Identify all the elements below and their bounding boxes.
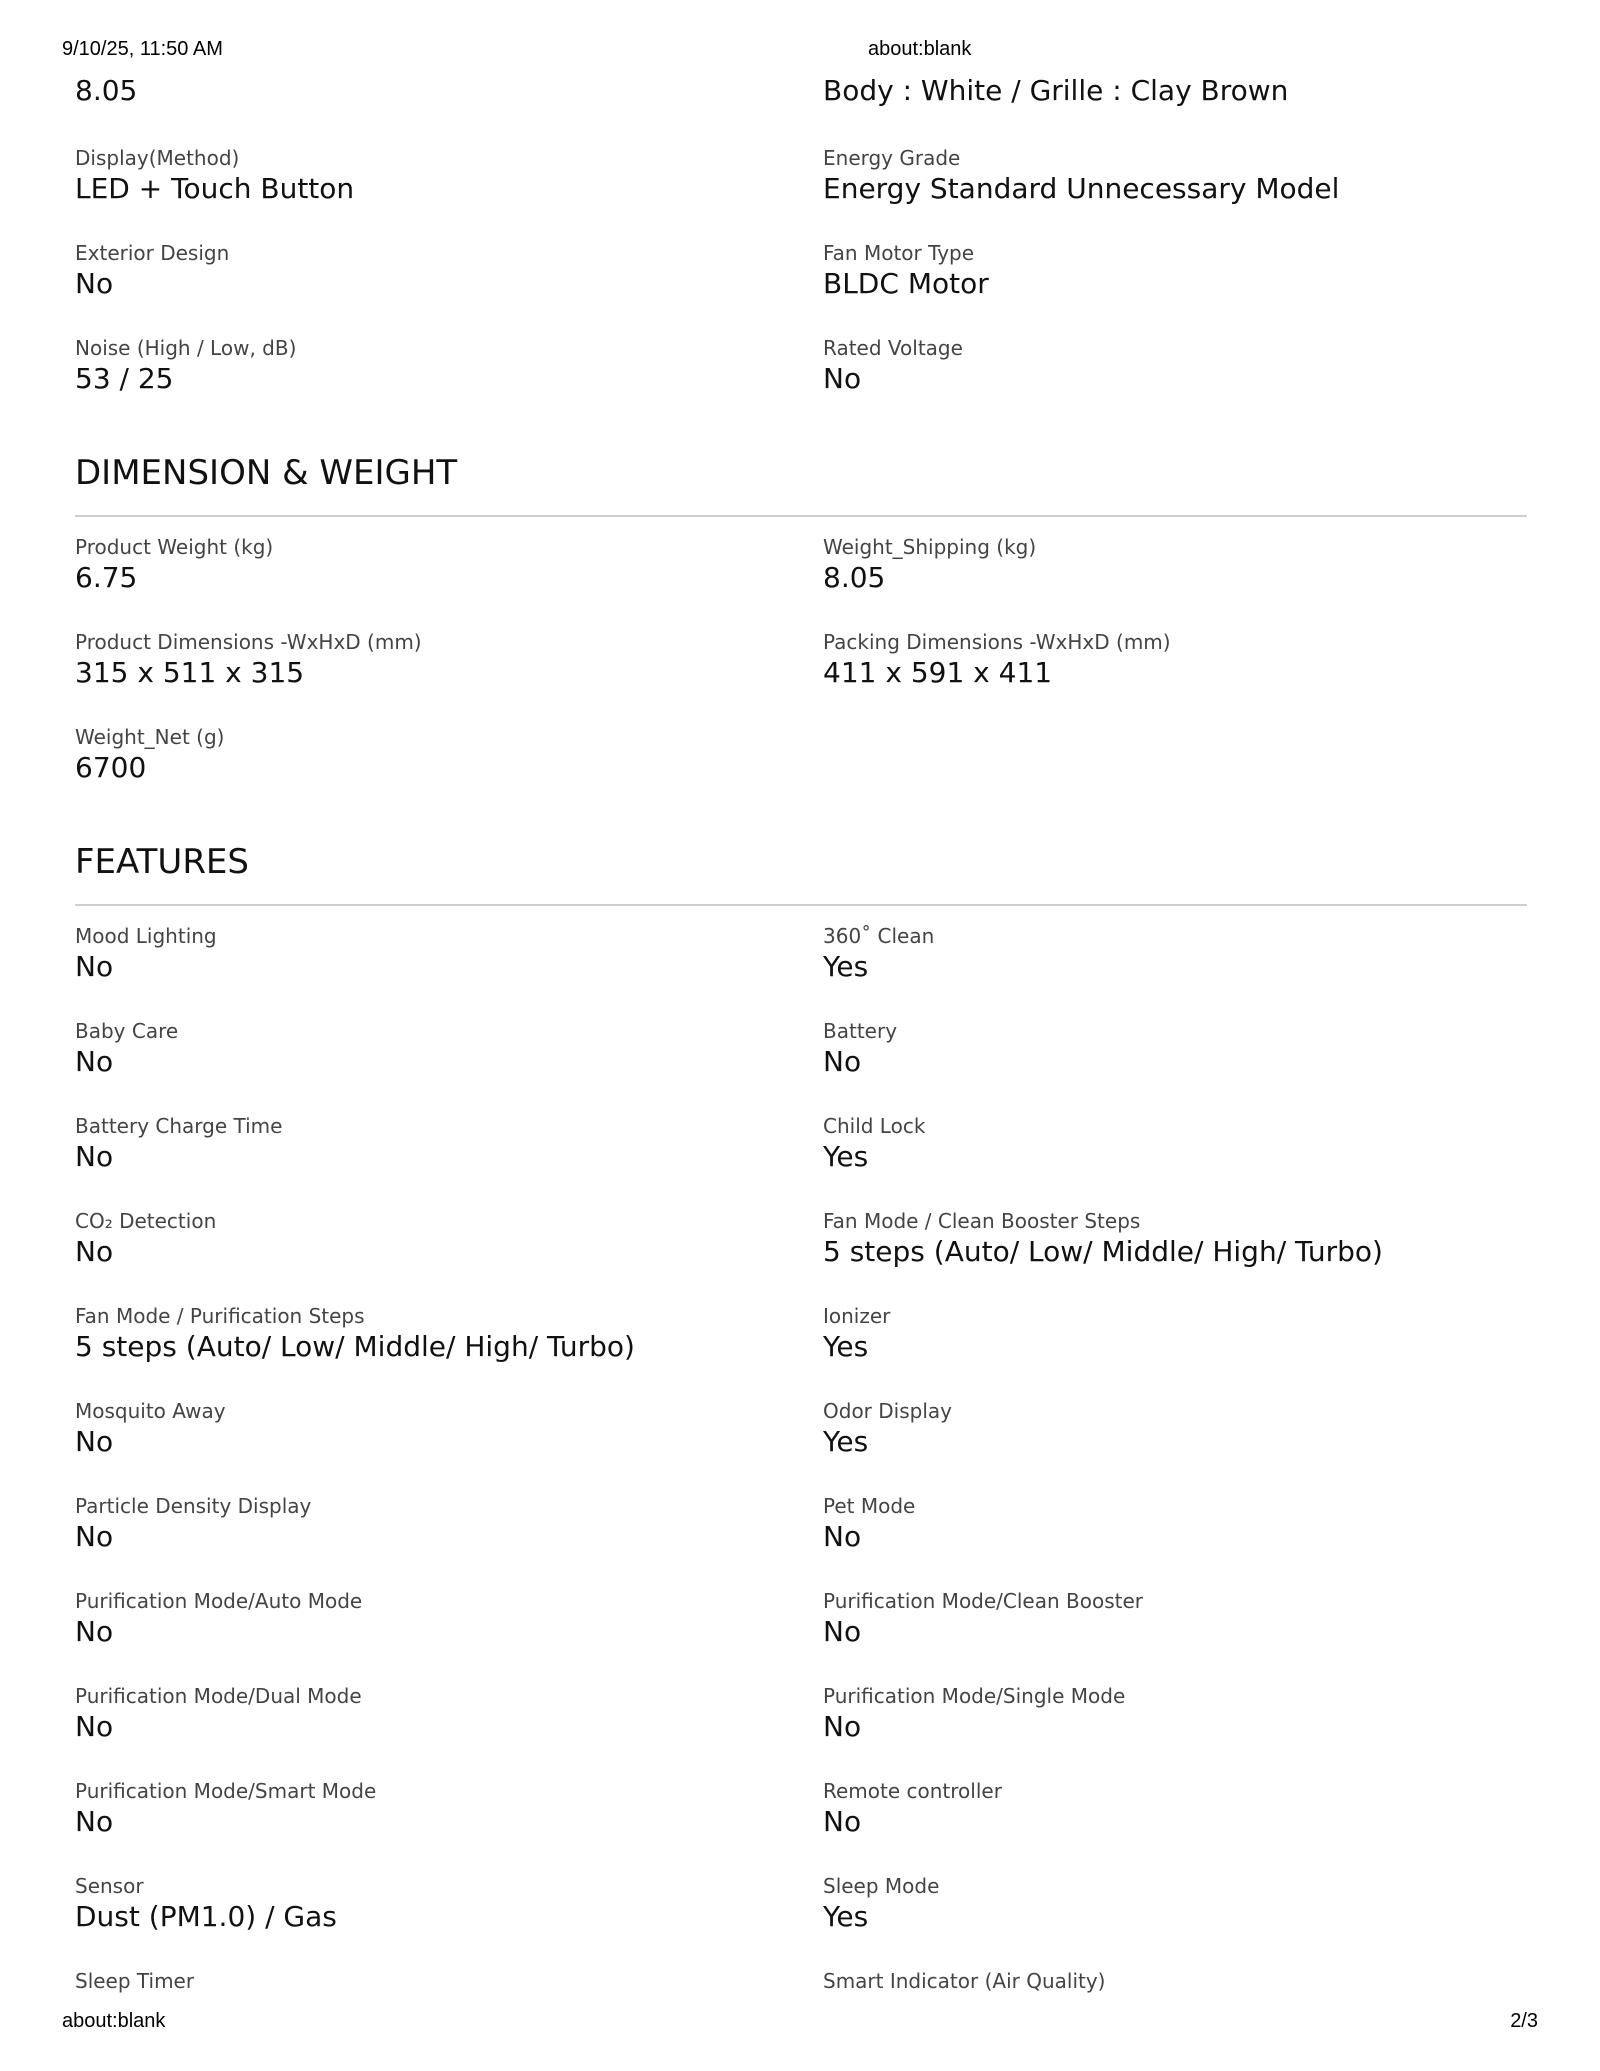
spec-item xyxy=(75,1395,823,1490)
spec-item xyxy=(823,626,1527,721)
spec-label: Battery Charge Time xyxy=(75,1114,283,1138)
spec-label: Odor Display xyxy=(823,1399,952,1423)
spec-value: No xyxy=(823,1710,862,1743)
spec-label: Purification Mode/Smart Mode xyxy=(75,1779,377,1803)
page-number: 2/3 xyxy=(1510,2010,1538,2032)
spec-label: 360˚ Clean xyxy=(823,924,935,948)
spec-label: Child Lock xyxy=(823,1114,926,1138)
spec-item xyxy=(823,332,1527,427)
spec-label: Mosquito Away xyxy=(75,1399,226,1423)
spec-item xyxy=(75,1585,823,1680)
spec-value: LED + Touch Button xyxy=(75,172,355,205)
spec-item xyxy=(823,1395,1527,1490)
spec-value: No xyxy=(75,1140,114,1173)
spec-value: No xyxy=(75,950,114,983)
section-title-dimension-weight: DIMENSION & WEIGHT xyxy=(75,451,1527,517)
print-datetime: 9/10/25, 11:50 AM xyxy=(62,38,223,60)
spec-item xyxy=(75,1205,823,1300)
spec-content xyxy=(75,72,1527,2060)
spec-value: No xyxy=(823,1520,862,1553)
spec-value: No xyxy=(75,267,114,300)
spec-label: Fan Motor Type xyxy=(823,241,975,265)
spec-item xyxy=(75,1110,823,1205)
spec-item xyxy=(75,920,823,1015)
spec-item xyxy=(75,1680,823,1775)
spec-value: BLDC Motor xyxy=(823,267,989,300)
spec-label: CO₂ Detection xyxy=(75,1209,217,1233)
spec-item xyxy=(75,1490,823,1585)
spec-item xyxy=(75,1300,823,1395)
spec-value: 411 x 591 x 411 xyxy=(823,656,1053,689)
dimension-weight-grid xyxy=(75,531,1527,816)
spec-value: No xyxy=(75,1045,114,1078)
print-footer xyxy=(0,2010,1600,2040)
spec-label: Fan Mode / Purification Steps xyxy=(75,1304,365,1328)
spec-label: Battery xyxy=(823,1019,898,1043)
spec-label: Sensor xyxy=(75,1874,144,1898)
spec-label: Purification Mode/Auto Mode xyxy=(75,1589,363,1613)
spec-label: Product Dimensions -WxHxD (mm) xyxy=(75,630,422,654)
spec-value: Yes xyxy=(823,1330,869,1363)
spec-item xyxy=(75,142,823,237)
spec-value: Body : White / Grille : Clay Brown xyxy=(823,74,1289,107)
spec-label: Sleep Mode xyxy=(823,1874,940,1898)
spec-label: Baby Care xyxy=(75,1019,179,1043)
spec-value: No xyxy=(823,1805,862,1838)
continued-values xyxy=(75,72,1527,142)
spec-item xyxy=(75,237,823,332)
spec-value: No xyxy=(75,1425,114,1458)
spec-value: 8.05 xyxy=(823,561,886,594)
spec-label: Purification Mode/Dual Mode xyxy=(75,1684,362,1708)
spec-item xyxy=(823,1775,1527,1870)
spec-item xyxy=(823,1205,1527,1300)
spec-value: 5 steps (Auto/ Low/ Middle/ High/ Turbo) xyxy=(75,1330,635,1363)
spec-value: No xyxy=(823,1615,862,1648)
spec-label: Weight_Net (g) xyxy=(75,725,225,749)
spec-item xyxy=(75,1870,823,1965)
print-header xyxy=(0,38,1600,68)
spec-item xyxy=(75,332,823,427)
spec-label: Product Weight (kg) xyxy=(75,535,274,559)
spec-item xyxy=(75,1015,823,1110)
spec-value: No xyxy=(75,1805,114,1838)
spec-item xyxy=(75,721,823,816)
spec-value: No xyxy=(823,1045,862,1078)
spec-value: Yes xyxy=(823,950,869,983)
spec-item xyxy=(823,1870,1527,1965)
spec-value: Yes xyxy=(823,1425,869,1458)
spec-item xyxy=(823,1015,1527,1110)
spec-item xyxy=(823,142,1527,237)
spec-label: Energy Grade xyxy=(823,146,961,170)
spec-value: 6700 xyxy=(75,751,147,784)
spec-value: Yes xyxy=(823,1140,869,1173)
spec-value: 5 steps (Auto/ Low/ Middle/ High/ Turbo) xyxy=(823,1235,1383,1268)
spec-label: Exterior Design xyxy=(75,241,230,265)
print-url: about:blank xyxy=(868,38,972,60)
spec-item xyxy=(75,72,823,142)
spec-label: Mood Lighting xyxy=(75,924,217,948)
spec-label: Ionizer xyxy=(823,1304,891,1328)
spec-label: Particle Density Display xyxy=(75,1494,312,1518)
spec-label: Sleep Timer xyxy=(75,1969,195,1993)
spec-value: No xyxy=(75,1615,114,1648)
general-spec-grid xyxy=(75,142,1527,427)
spec-value: No xyxy=(75,1520,114,1553)
spec-label: Rated Voltage xyxy=(823,336,963,360)
spec-value: Dust (PM1.0) / Gas xyxy=(75,1900,337,1933)
spec-label: Noise (High / Low, dB) xyxy=(75,336,297,360)
spec-value: No xyxy=(823,362,862,395)
spec-label: Fan Mode / Clean Booster Steps xyxy=(823,1209,1141,1233)
spec-label: Packing Dimensions -WxHxD (mm) xyxy=(823,630,1171,654)
spec-value: Yes xyxy=(823,1900,869,1933)
features-grid xyxy=(75,920,1527,2060)
spec-value: 8.05 xyxy=(75,74,138,107)
spec-item xyxy=(823,1490,1527,1585)
print-footer-url: about:blank xyxy=(62,2010,166,2032)
spec-value: 315 x 511 x 315 xyxy=(75,656,305,689)
spec-value: Energy Standard Unnecessary Model xyxy=(823,172,1340,205)
spec-label: Smart Indicator (Air Quality) xyxy=(823,1969,1106,1993)
spec-item xyxy=(75,626,823,721)
spec-label: Display(Method) xyxy=(75,146,240,170)
spec-item xyxy=(823,1300,1527,1395)
spec-value: No xyxy=(75,1710,114,1743)
spec-item xyxy=(823,531,1527,626)
spec-label: Remote controller xyxy=(823,1779,1002,1803)
spec-value: No xyxy=(75,1235,114,1268)
spec-item xyxy=(823,1680,1527,1775)
spec-item xyxy=(75,531,823,626)
spec-item xyxy=(75,1775,823,1870)
spec-label: Weight_Shipping (kg) xyxy=(823,535,1037,559)
spec-item xyxy=(823,1110,1527,1205)
spec-item xyxy=(823,72,1527,142)
section-title-features: FEATURES xyxy=(75,840,1527,906)
spec-label: Purification Mode/Single Mode xyxy=(823,1684,1126,1708)
spec-item xyxy=(823,237,1527,332)
spec-item xyxy=(823,1585,1527,1680)
spec-value: 6.75 xyxy=(75,561,138,594)
spec-label: Pet Mode xyxy=(823,1494,916,1518)
spec-label: Purification Mode/Clean Booster xyxy=(823,1589,1144,1613)
spec-item xyxy=(823,920,1527,1015)
spec-value: 53 / 25 xyxy=(75,362,174,395)
